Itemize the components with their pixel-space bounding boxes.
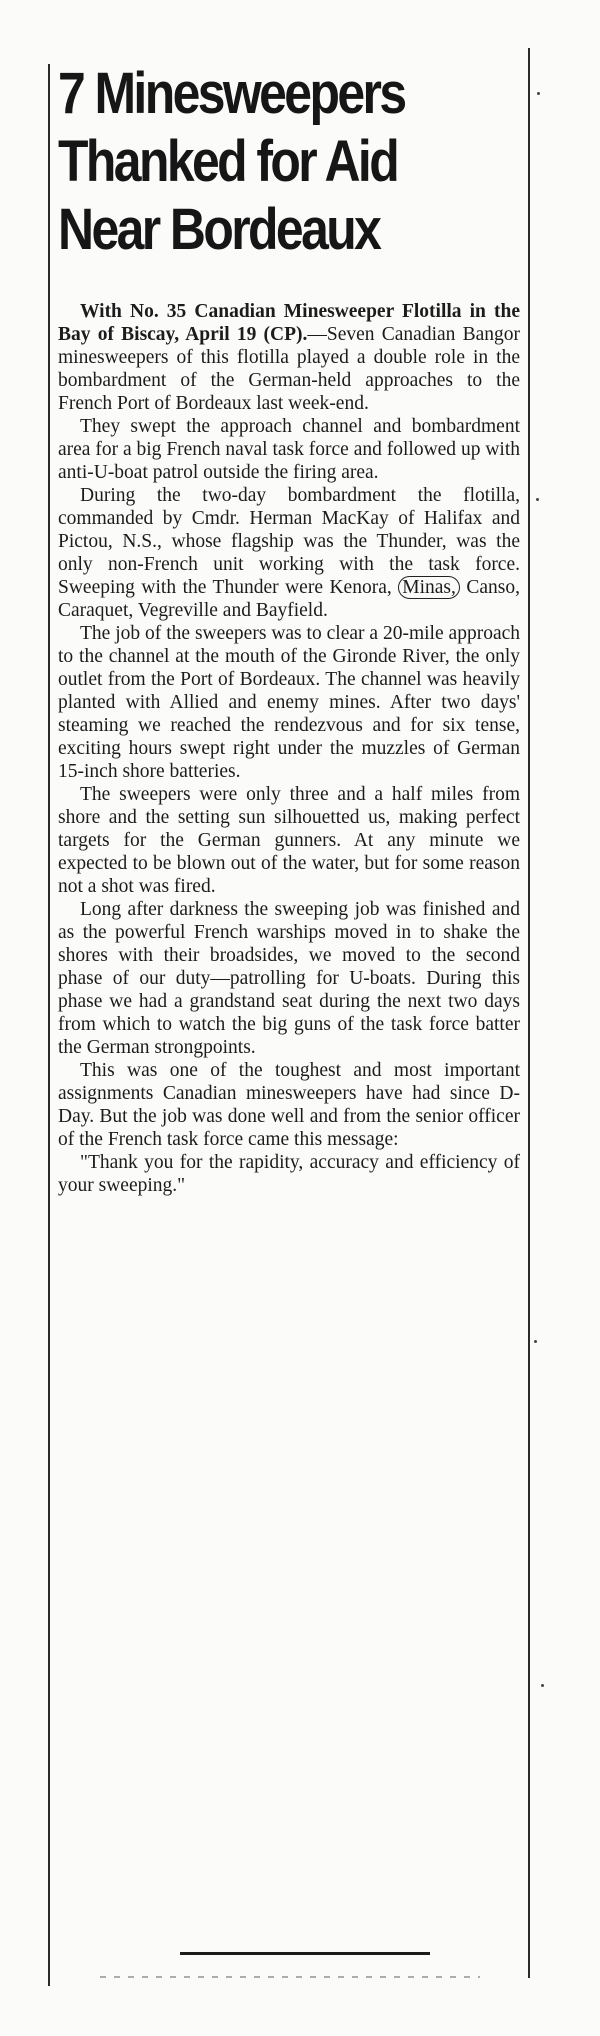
headline-block — [58, 60, 520, 278]
paper-speck — [534, 1340, 537, 1343]
article — [58, 60, 520, 1197]
headline-line-3: Near Bordeaux — [58, 197, 380, 262]
lead-text: —Seven Canadian Bangor minesweepers of this flotilla played a double role in the bombardment of the German-held approaches to the French Port of Bordeaux last week-end. — [58, 324, 520, 414]
paragraph-7: This was one of the toughest and most important assignments Canadian minesweepers have had since D-Day. But the job was done well and from the senior officer of the French task force came this message: — [58, 1060, 520, 1150]
paragraph-6: Long after darkness the sweeping job was finished and as the powerful French warships moved in to shake the shores with their broadsides, we moved to the second phase of our duty—patrolling for U-boats. During this phase we had a grandstand seat during the next two days from which to watch the big guns of the task force batter the German strongpoints. — [58, 899, 520, 1058]
paragraph-4: The job of the sweepers was to clear a 20-mile approach to the channel at the mouth of the Gironde River, the only outlet from the Port of Bordeaux. The channel was heavily planted with Allied and enemy mines. After two days' steaming we reached the rendezvous and for six tense, exciting hours swept right under the muzzles of German 15-inch shore batteries. — [58, 623, 520, 782]
paragraph-3-text-before: During the two-day bombardment the flotilla, commanded by Cmdr. Herman MacKay of Halifax and Pictou, N.S., whose flagship was the Thunder, was the only non-French unit working with the task force. Sweeping with the Thunder were Kenora, — [58, 485, 520, 598]
paragraph-2: They swept the approach channel and bombardment area for a big French naval task force and followed up with anti-U-boat patrol outside the firing area. — [58, 416, 520, 483]
bleed-through-marks — [100, 1976, 480, 1978]
paper-speck — [536, 498, 539, 501]
paper-speck — [541, 1684, 544, 1687]
headline-line-2: Thanked for Aid — [58, 129, 398, 194]
dateline: With No. 35 Canadian Minesweeper Flotilla in the Bay of Biscay, April 19 (CP). — [58, 301, 520, 345]
paragraph-5: The sweepers were only three and a half miles from shore and the setting sun silhouetted us, making perfect targets for the German gunners. At any minute we expected to be blown out of the water, but for some reason not a shot was fired. — [58, 784, 520, 897]
closing-quote: "Thank you for the rapidity, accuracy and efficiency of your sweeping." — [58, 1152, 520, 1196]
headline-line-1: 7 Minesweepers — [58, 61, 405, 126]
paragraph-3 — [58, 484, 520, 622]
right-column-rule — [528, 48, 530, 1978]
lead-paragraph — [58, 300, 520, 415]
end-rule — [180, 1952, 430, 1955]
paper-speck — [537, 92, 540, 95]
article-body — [58, 300, 520, 1197]
paragraph-3-text-after: Canso, Caraquet, Vegreville and Bayfield. — [58, 577, 520, 621]
left-column-rule — [48, 64, 50, 1986]
circled-ship-name: Minas, — [398, 576, 460, 599]
